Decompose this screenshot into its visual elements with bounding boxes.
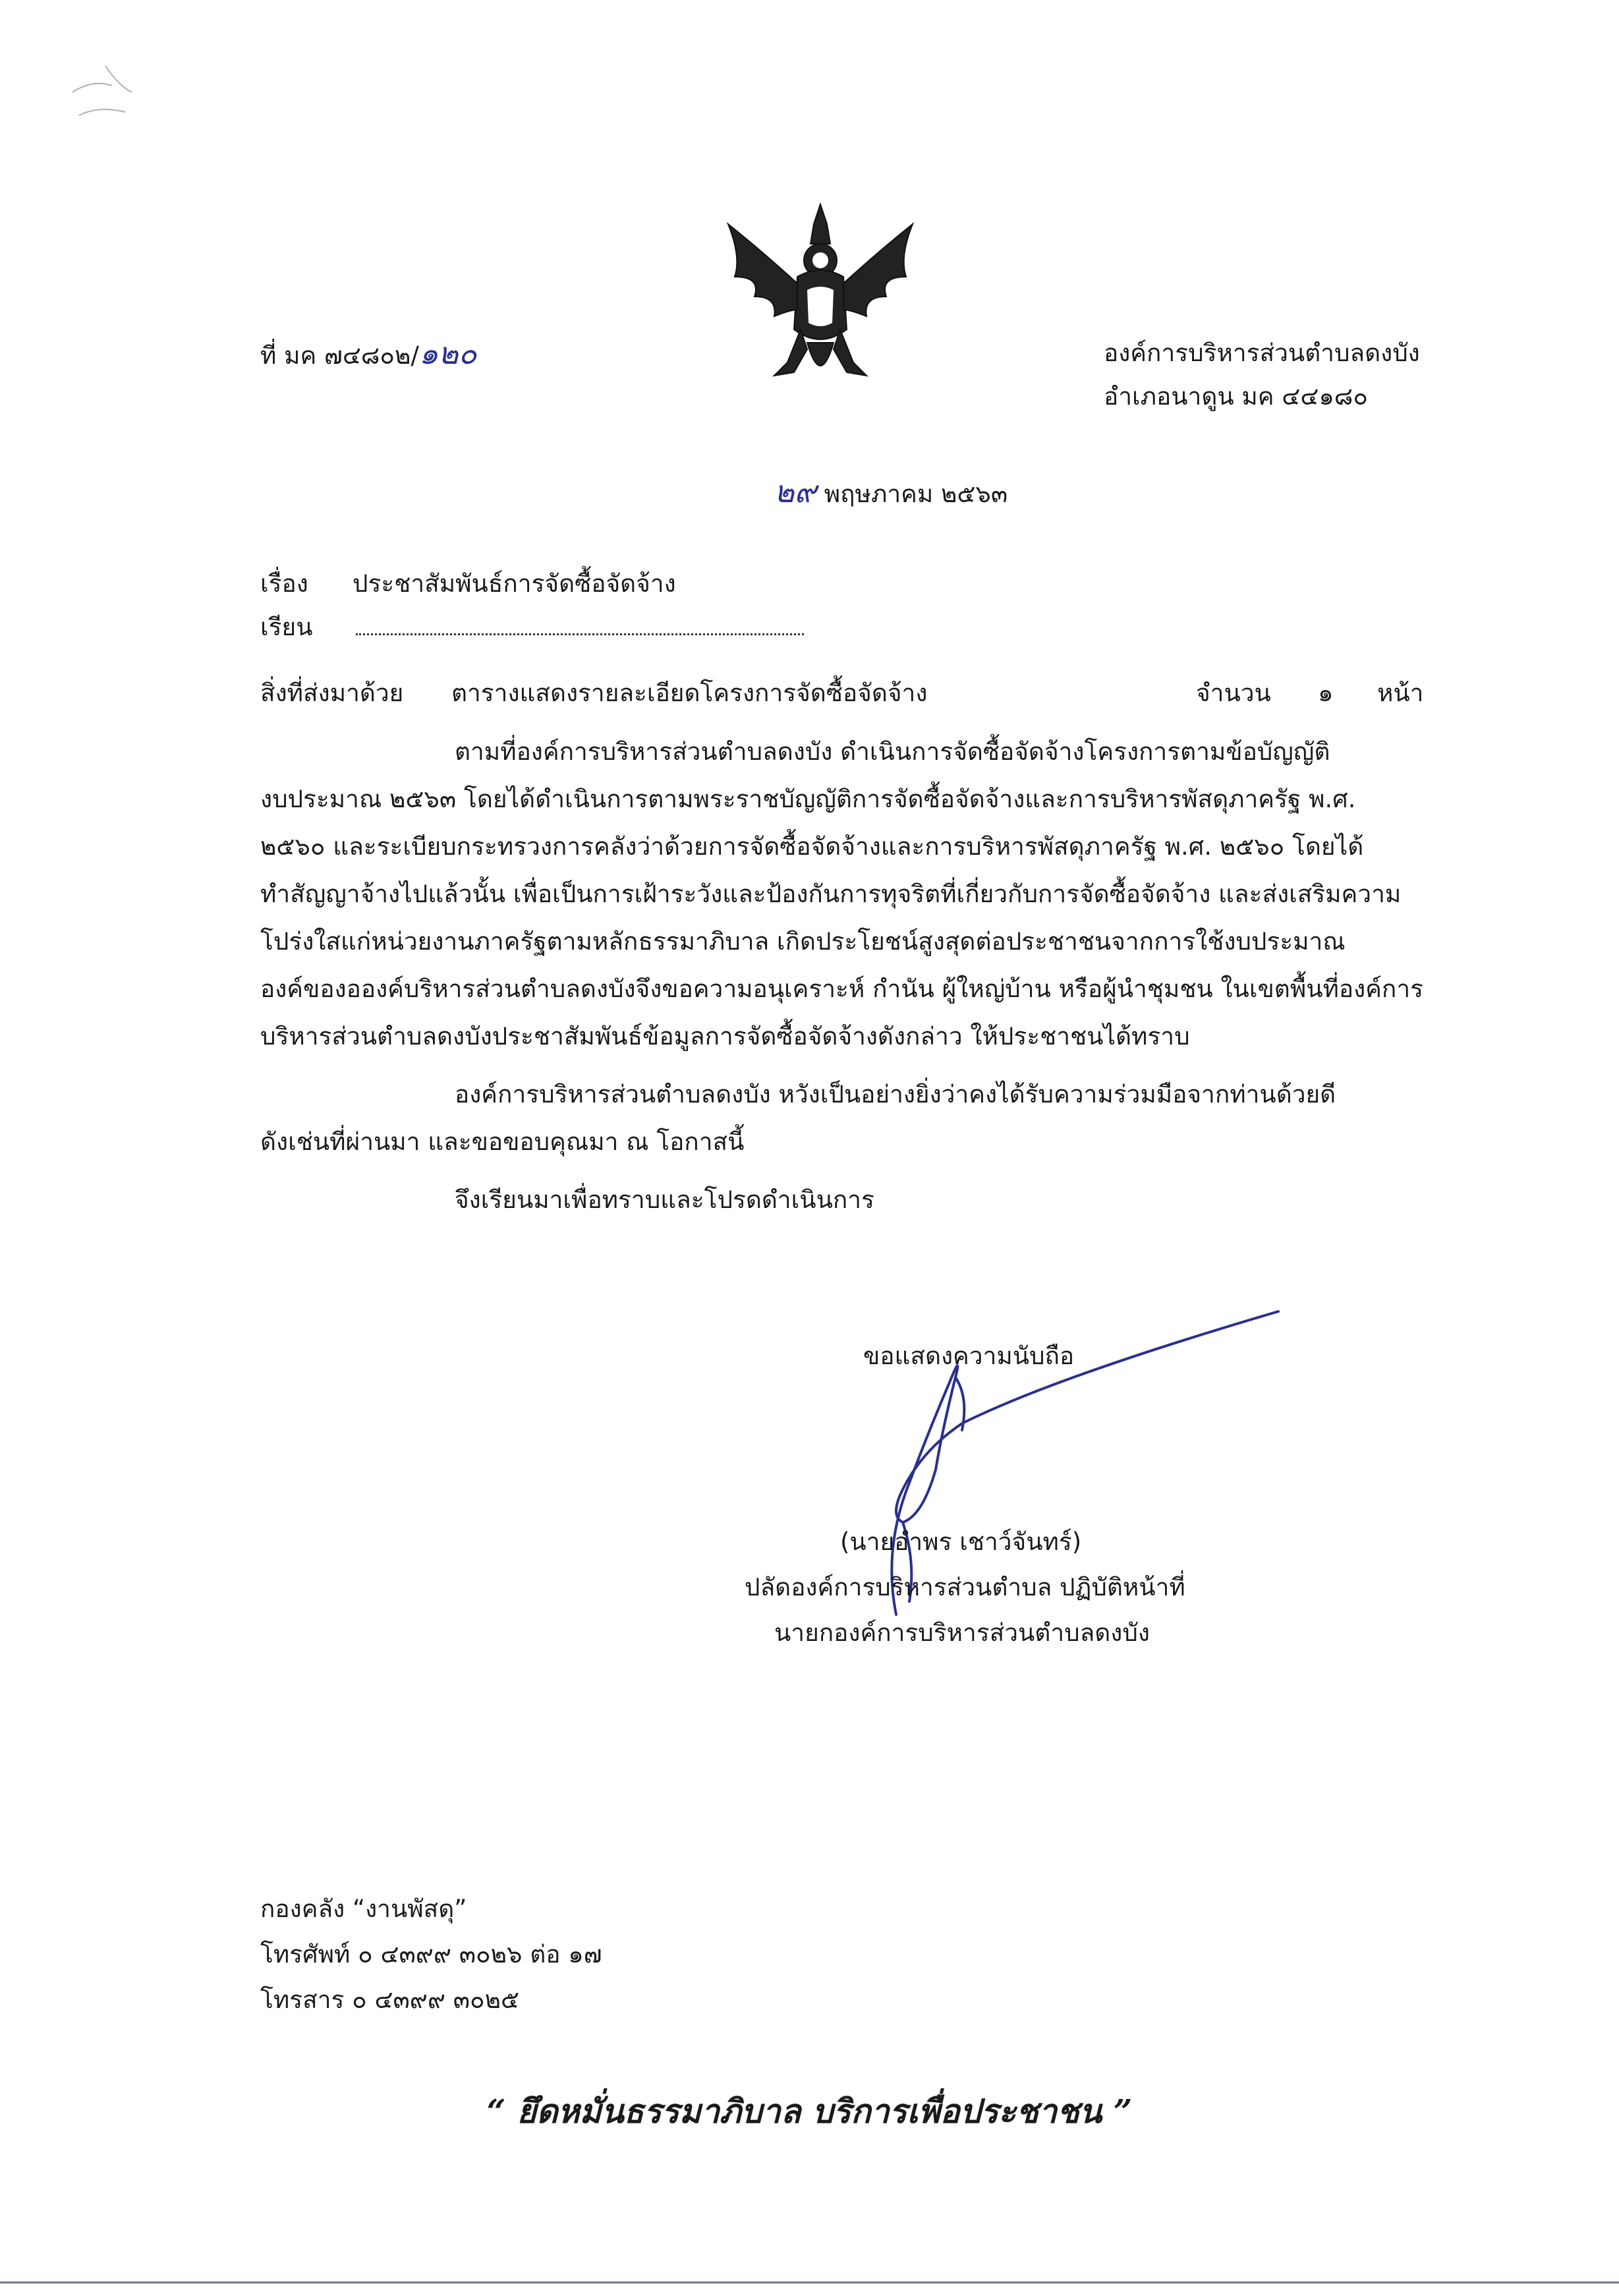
organization-address: อำเภอนาดูน มค ๔๔๑๘๐ — [1104, 382, 1368, 411]
body-paragraph-1-line-2: งบประมาณ ๒๕๖๓ โดยได้ดำเนินการตามพระราชบัญญัติการจัดซื้อจัดจ้างและการบริหารพัสดุภาครัฐ พ.ศ. — [260, 785, 1356, 813]
recipient-blank — [356, 612, 804, 643]
body-paragraph-1-line-7: บริหารส่วนตำบลดงบังประชาสัมพันธ์ข้อมูลการจัดซื้อจัดจ้างดังกล่าว ให้ประชาชนได้ทราบ — [260, 1022, 1190, 1050]
garuda-emblem-icon — [715, 198, 926, 395]
subject-label: เรื่อง — [260, 569, 308, 598]
date-month-year: พฤษภาคม ๒๕๖๓ — [824, 480, 1008, 508]
contact-fax: โทรสาร ๐ ๔๓๙๙ ๓๐๒๕ — [260, 1986, 519, 2014]
closing-line: จึงเรียนมาเพื่อทราบและโปรดดำเนินการ — [455, 1186, 874, 1214]
body-paragraph-1-line-3: ๒๕๖๐ และระเบียบกระทรวงการคลังว่าด้วยการจัดซื้อจัดจ้างและการบริหารพัสดุภาครัฐ พ.ศ. ๒๕๖๐ โดยได้ — [260, 832, 1364, 861]
scan-edge-line — [0, 2282, 1619, 2283]
enclosure-count-unit: หน้า — [1377, 679, 1424, 707]
body-paragraph-1-line-1: ตามที่องค์การบริหารส่วนตำบลดงบัง ดำเนินการจัดซื้อจัดจ้างโครงการตามข้อบัญญัติ — [455, 737, 1330, 766]
reference-number-printed: ที่ มค ๗๔๘๐๒/ — [260, 341, 419, 370]
signer-position-1: ปลัดองค์การบริหารส่วนตำบล ปฏิบัติหน้าที่ — [745, 1573, 1185, 1601]
body-paragraph-1-line-6: องค์ของอองค์บริหารส่วนตำบลดงบังจึงขอความอนุเคราะห์ กำนัน ผู้ใหญ่บ้าน หรือผู้นำชุมชน ในเขตพื้นที่องค์การ — [260, 975, 1423, 1003]
body-paragraph-2-line-1: องค์การบริหารส่วนตำบลดงบัง หวังเป็นอย่างยิ่งว่าคงได้รับความร่วมมือจากท่านด้วยดี — [455, 1080, 1336, 1108]
enclosure-value: ตารางแสดงรายละเอียดโครงการจัดซื้อจัดจ้าง — [451, 679, 928, 707]
signer-position-2: นายกองค์การบริหารส่วนตำบลดงบัง — [774, 1619, 1150, 1647]
subject-value: ประชาสัมพันธ์การจัดซื้อจัดจ้าง — [353, 569, 676, 598]
body-paragraph-2-line-2: ดังเช่นที่ผ่านมา และขอขอบคุณมา ณ โอกาสนี้ — [260, 1128, 745, 1156]
contact-department: กองคลัง “งานพัสดุ” — [260, 1895, 467, 1923]
organization-name: องค์การบริหารส่วนตำบลดงบัง — [1104, 339, 1420, 367]
reference-number-handwritten: ๑๒๐ — [418, 335, 477, 371]
letter-date — [774, 476, 1008, 510]
recipient-label: เรียน — [260, 613, 313, 641]
reference-number — [260, 337, 476, 372]
motto: “ ยึดหมั่นธรรมาภิบาล บริการเพื่อประชาชน ” — [486, 2092, 1133, 2131]
body-paragraph-1-line-5: โปร่งใสแก่หน่วยงานภาครัฐตามหลักธรรมาภิบาล เกิดประโยชน์สูงสุดต่อประชาชนจากการใช้งบประมาณ — [260, 927, 1346, 956]
enclosure-count-value: ๑ — [1318, 679, 1334, 707]
enclosure-count-label: จำนวน — [1196, 679, 1271, 707]
contact-phone: โทรศัพท์ ๐ ๔๓๙๙ ๓๐๒๖ ต่อ ๑๗ — [260, 1940, 602, 1968]
enclosure-label: สิ่งที่ส่งมาด้วย — [260, 679, 404, 707]
date-day-handwritten: ๒๙ — [774, 474, 817, 509]
signature-salutation: ขอแสดงความนับถือ — [863, 1342, 1075, 1370]
signer-name: (นายอำพร เชาว์จันทร์) — [840, 1528, 1082, 1556]
scan-mark — [66, 53, 145, 132]
recipient-dotted-line — [356, 614, 804, 635]
body-paragraph-1-line-4: ทำสัญญาจ้างไปแล้วนั้น เพื่อเป็นการเฝ้าระวังและป้องกันการทุจริตที่เกี่ยวกับการจัดซื้อจัดจ้าง และส่งเสริมความ — [260, 880, 1402, 908]
